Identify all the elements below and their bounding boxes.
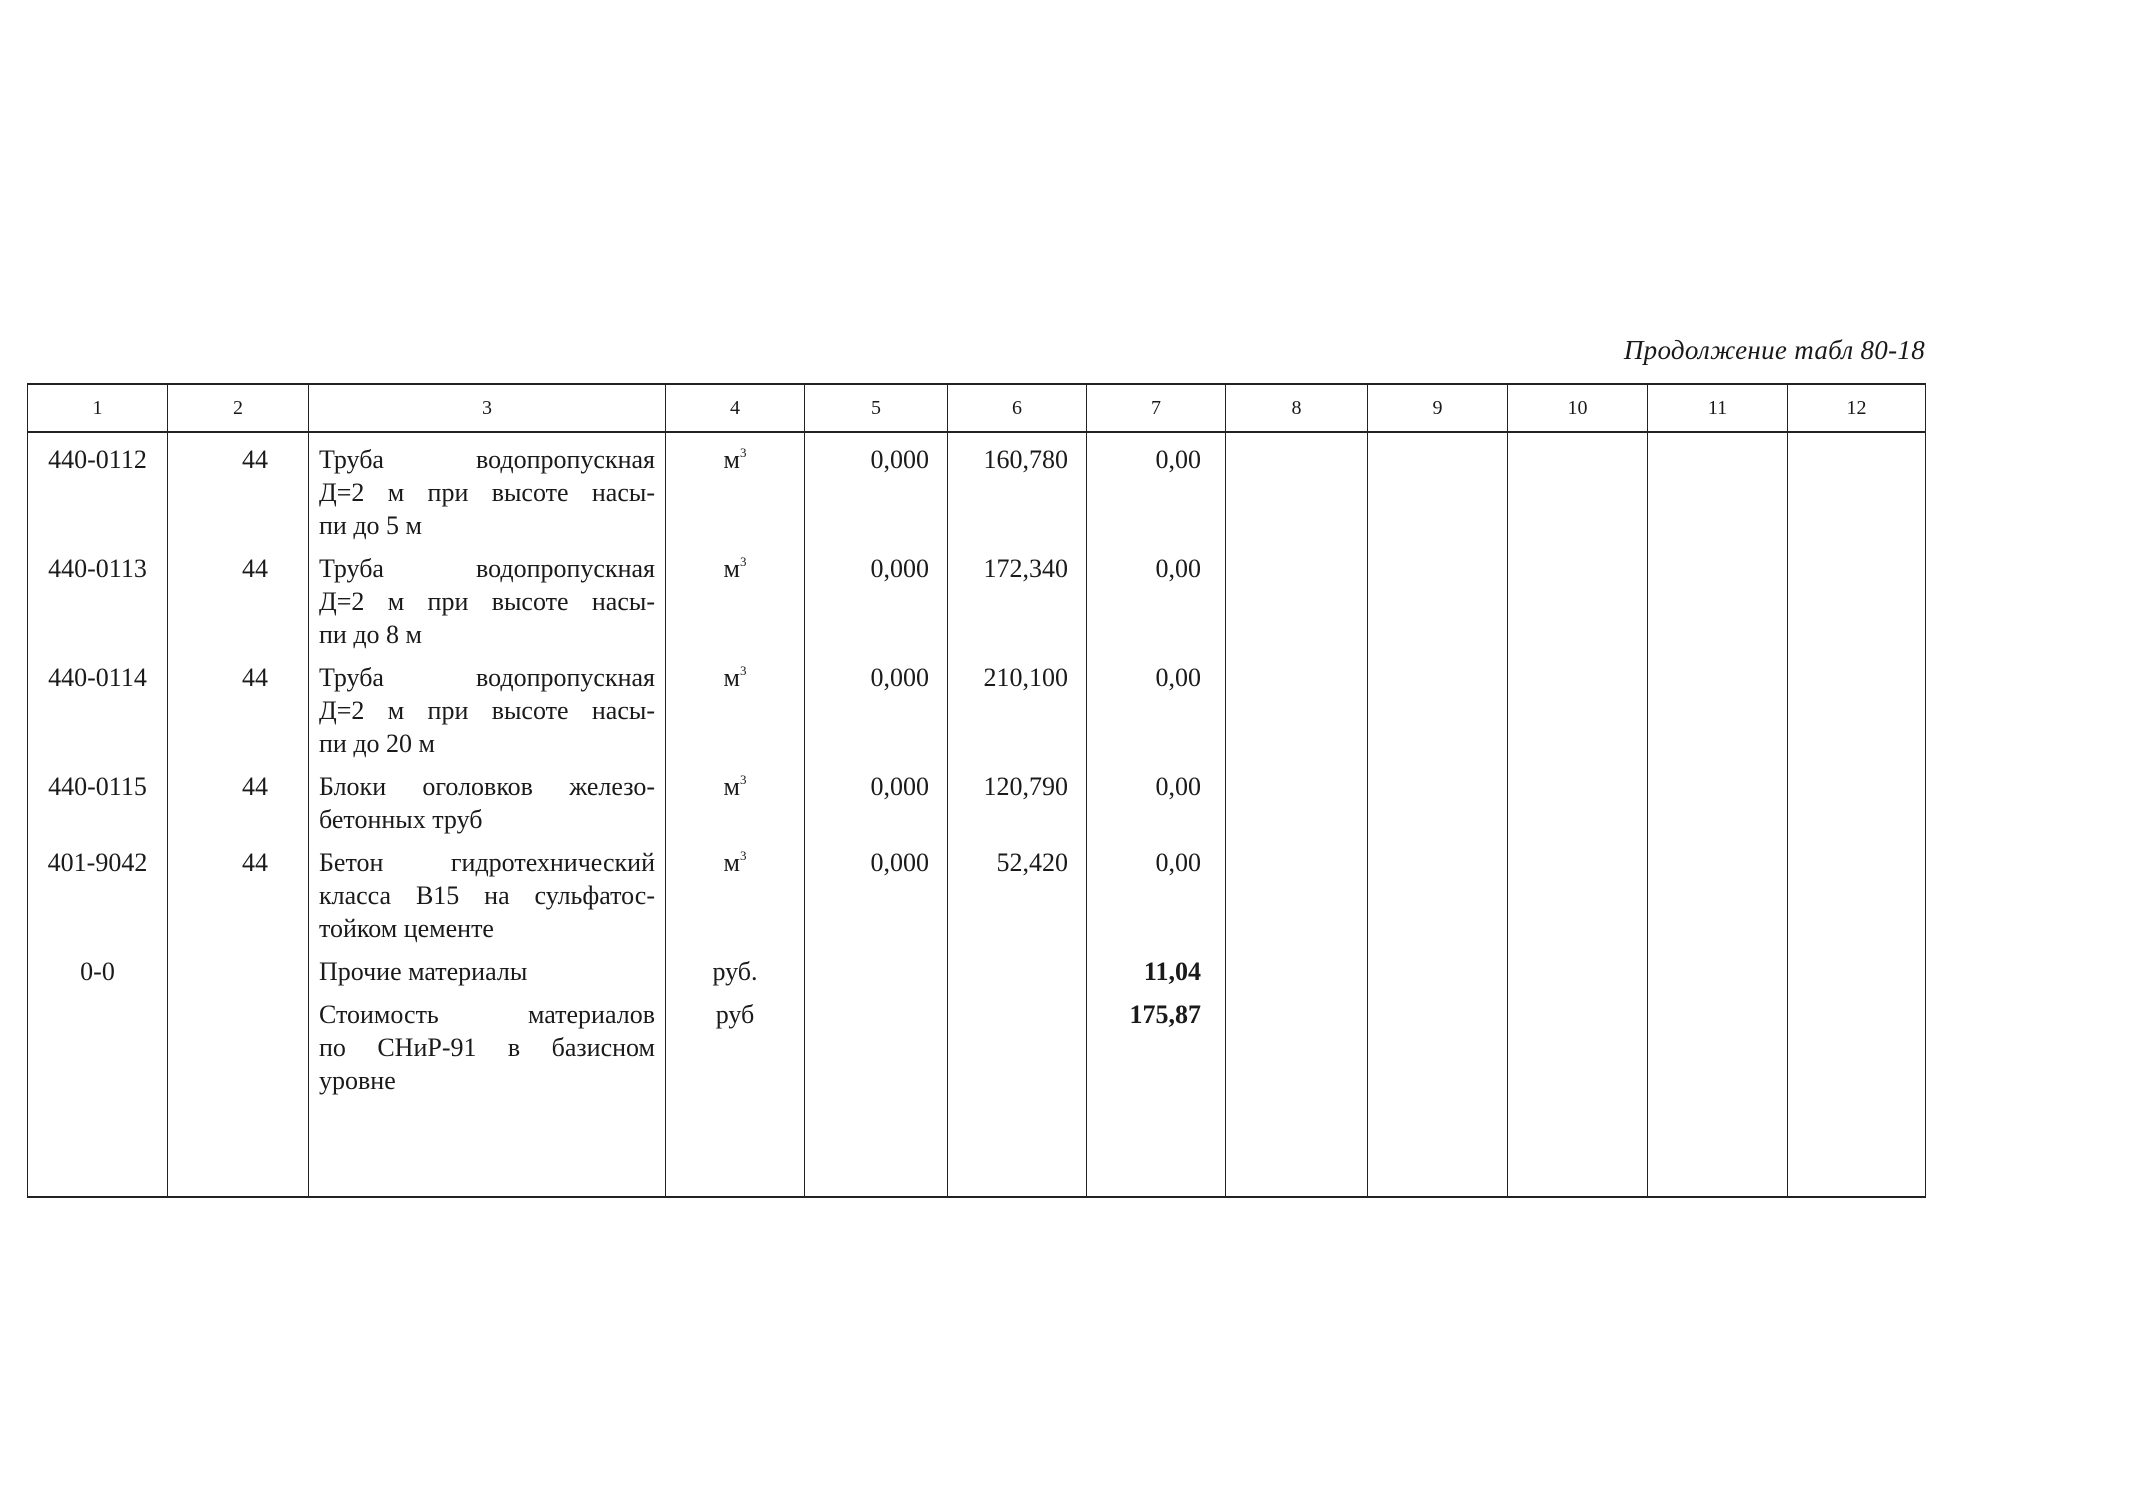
column-number: 8 [1226,384,1368,432]
empty-cell [1788,1097,1926,1197]
description-cell [309,432,666,542]
empty-cell [1368,651,1508,760]
price-cell: 52,420 [948,836,1087,945]
empty-cell [1508,945,1648,988]
empty-cell [309,1097,666,1197]
empty-cell [1368,945,1508,988]
unit-cell [666,432,805,542]
cost-cell: 0,00 [1087,836,1226,945]
group-cell: 44 [168,432,309,542]
column-number: 4 [666,384,805,432]
price-cell [948,945,1087,988]
empty-cell [1368,988,1508,1097]
empty-cell [1087,1097,1226,1197]
empty-cell [1508,542,1648,651]
cost-cell: 0,00 [1087,760,1226,836]
materials-table [27,383,1926,1198]
column-number: 5 [805,384,948,432]
empty-cell [1226,432,1368,542]
description-line: по СНиР-91 в базисном [319,1033,655,1062]
column-number: 6 [948,384,1087,432]
unit-exponent: 3 [739,554,747,569]
price-cell: 172,340 [948,542,1087,651]
table-caption: Продолжение табл 80-18 [1623,335,1925,365]
empty-cell [1788,760,1926,836]
empty-cell [1226,760,1368,836]
description-cell [309,988,666,1097]
empty-cell [1368,1097,1508,1197]
description-cell [309,542,666,651]
code-cell: 440-0113 [28,542,168,651]
column-number: 7 [1087,384,1226,432]
empty-cell [1788,988,1926,1097]
unit-text: руб. [712,957,758,986]
description-line: бетонных труб [319,805,483,834]
table-filler-row [28,1097,1926,1197]
quantity-cell [805,988,948,1097]
description-line: тойком цементе [319,914,494,943]
quantity-cell: 0,000 [805,836,948,945]
quantity-cell: 0,000 [805,542,948,651]
column-number: 9 [1368,384,1508,432]
table-row [28,651,1926,760]
empty-cell [1226,542,1368,651]
empty-cell [1648,945,1788,988]
code-cell: 0-0 [28,945,168,988]
description-line: Блоки оголовков железо- [319,772,655,801]
unit-exponent: 3 [739,848,747,863]
empty-cell [1788,651,1926,760]
group-cell [168,988,309,1097]
quantity-cell: 0,000 [805,651,948,760]
empty-cell [1648,836,1788,945]
empty-cell [1648,1097,1788,1197]
unit-cell [666,542,805,651]
description-line: Д=2 м при высоте насы- [319,587,655,616]
description-line: класса В15 на сульфатос- [319,881,655,910]
empty-cell [1368,542,1508,651]
empty-cell [1788,542,1926,651]
unit-text: м [723,772,740,801]
empty-cell [1648,651,1788,760]
empty-cell [1788,945,1926,988]
table-body [28,432,1926,1197]
empty-cell [1648,432,1788,542]
unit-cell [666,836,805,945]
column-number: 2 [168,384,309,432]
description-line: Д=2 м при высоте насы- [319,696,655,725]
empty-cell [805,1097,948,1197]
empty-cell [1648,542,1788,651]
price-cell: 120,790 [948,760,1087,836]
description-line: Труба водопропускная [319,445,655,474]
empty-cell [1508,651,1648,760]
empty-cell [1508,432,1648,542]
unit-exponent: 3 [739,663,747,678]
price-cell [948,988,1087,1097]
unit-cell [666,988,805,1097]
code-cell: 440-0112 [28,432,168,542]
description-cell [309,760,666,836]
cost-cell: 0,00 [1087,542,1226,651]
unit-exponent: 3 [739,772,747,787]
empty-cell [1788,432,1926,542]
group-cell: 44 [168,542,309,651]
code-cell: 401-9042 [28,836,168,945]
quantity-cell: 0,000 [805,432,948,542]
cost-cell: 175,87 [1087,988,1226,1097]
code-cell: 440-0114 [28,651,168,760]
table-row [28,542,1926,651]
unit-text: м [723,445,740,474]
description-cell [309,945,666,988]
group-cell: 44 [168,836,309,945]
cost-cell: 0,00 [1087,432,1226,542]
table-row [28,945,1926,988]
code-cell: 440-0115 [28,760,168,836]
cost-cell: 11,04 [1087,945,1226,988]
description-line: уровне [319,1066,396,1095]
empty-cell [1508,760,1648,836]
empty-cell [666,1097,805,1197]
description-line: Бетон гидротехнический [319,848,655,877]
unit-text: руб [715,1000,755,1029]
empty-cell [1226,1097,1368,1197]
unit-exponent: 3 [739,445,747,460]
empty-cell [1788,836,1926,945]
table-row [28,988,1926,1097]
empty-cell [1368,432,1508,542]
description-line: Труба водопропускная [319,554,655,583]
description-cell [309,651,666,760]
column-number: 11 [1648,384,1788,432]
column-number: 10 [1508,384,1648,432]
empty-cell [1648,760,1788,836]
quantity-cell: 0,000 [805,760,948,836]
empty-cell [1226,836,1368,945]
group-cell [168,945,309,988]
unit-text: м [723,848,740,877]
empty-cell [1508,988,1648,1097]
description-cell [309,836,666,945]
empty-cell [28,1097,168,1197]
unit-cell [666,760,805,836]
table-row [28,836,1926,945]
table-row [28,432,1926,542]
column-number: 3 [309,384,666,432]
column-number: 12 [1788,384,1926,432]
group-cell: 44 [168,760,309,836]
unit-text: м [723,554,740,583]
table-row [28,760,1926,836]
description-line: пи до 8 м [319,620,423,649]
column-number: 1 [28,384,168,432]
empty-cell [1226,651,1368,760]
empty-cell [948,1097,1087,1197]
price-cell: 210,100 [948,651,1087,760]
description-line: Труба водопропускная [319,663,655,692]
empty-cell [1368,836,1508,945]
description-line: Прочие материалы [319,957,528,986]
empty-cell [1508,1097,1648,1197]
empty-cell [1226,945,1368,988]
empty-cell [1226,988,1368,1097]
unit-cell [666,945,805,988]
description-line: пи до 20 м [319,729,436,758]
quantity-cell [805,945,948,988]
unit-cell [666,651,805,760]
description-line: пи до 5 м [319,511,423,540]
empty-cell [1508,836,1648,945]
unit-text: м [723,663,740,692]
empty-cell [168,1097,309,1197]
empty-cell [1648,988,1788,1097]
description-line: Д=2 м при высоте насы- [319,478,655,507]
header-row [28,384,1926,432]
cost-cell: 0,00 [1087,651,1226,760]
code-cell [28,988,168,1097]
description-line: Стоимость материалов [319,1000,655,1029]
empty-cell [1368,760,1508,836]
group-cell: 44 [168,651,309,760]
price-cell: 160,780 [948,432,1087,542]
